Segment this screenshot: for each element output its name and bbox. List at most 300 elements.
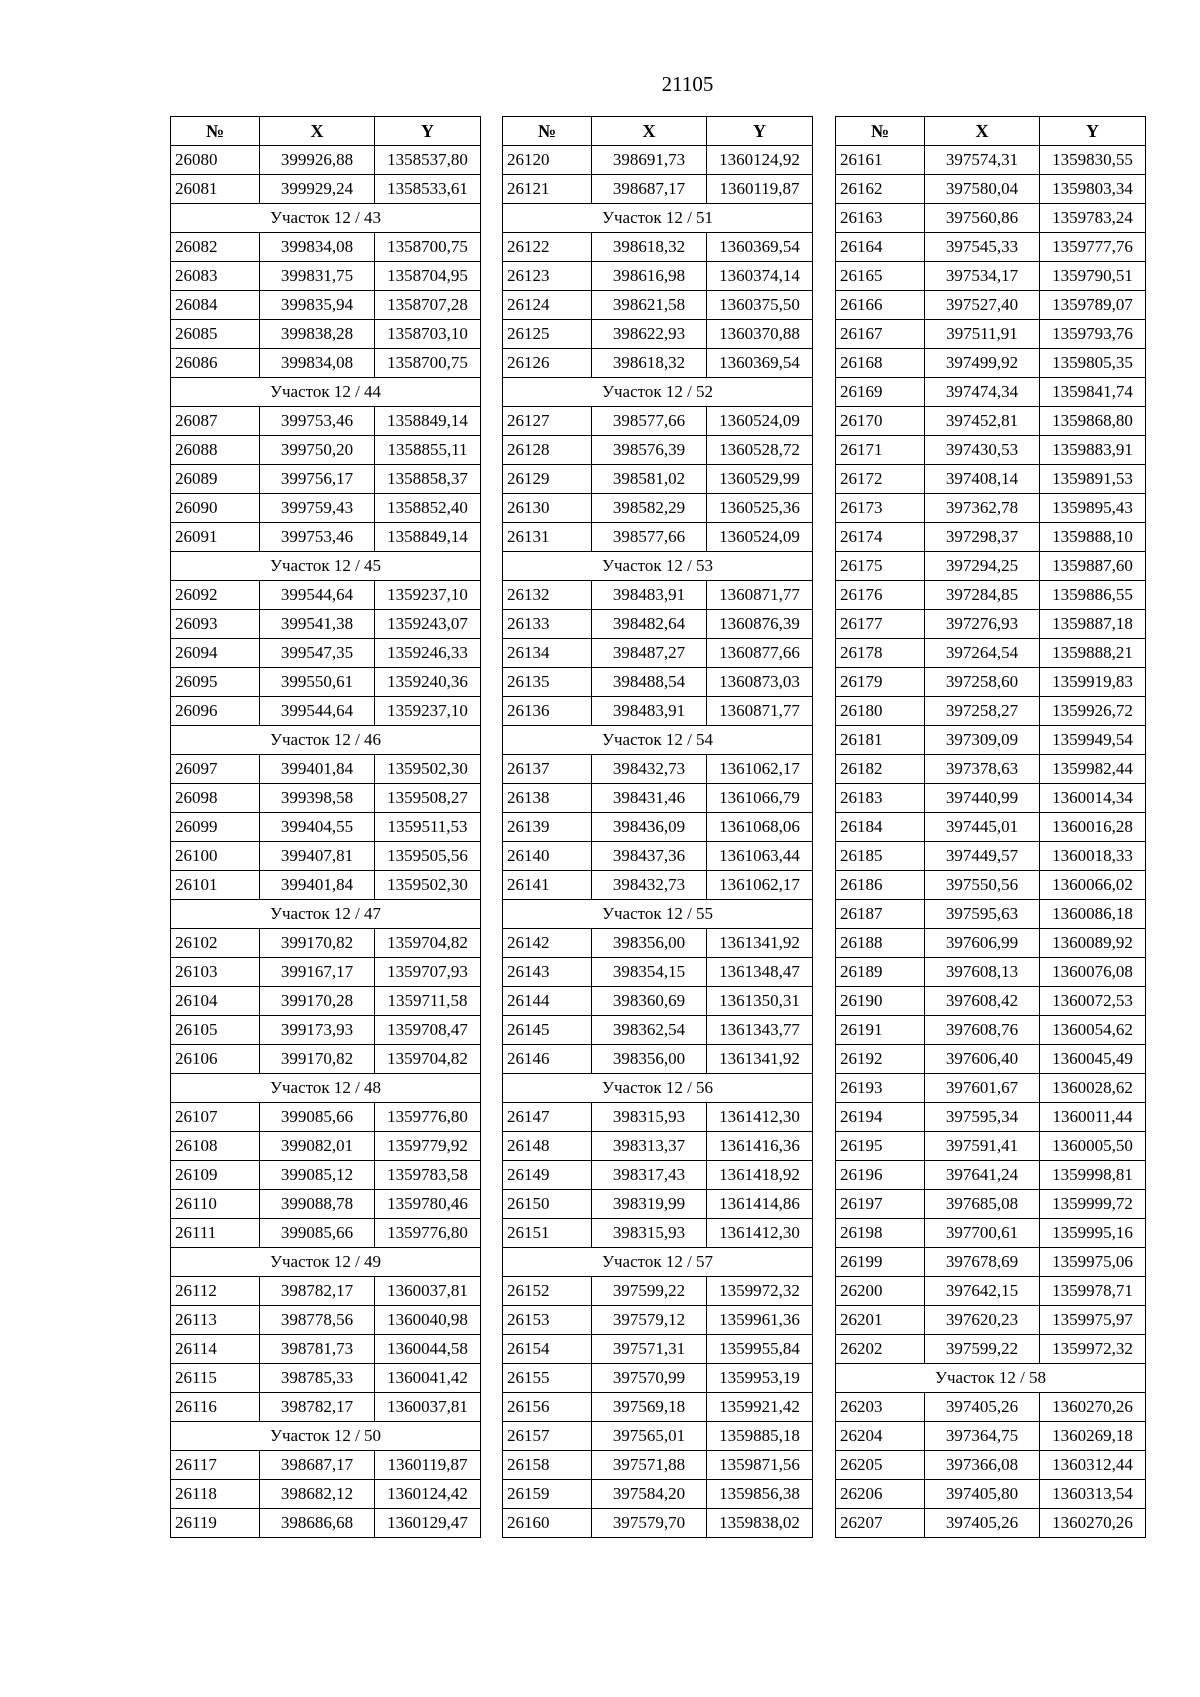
x-coordinate-cell: 399834,08	[260, 349, 375, 378]
point-number-cell: 26100	[171, 842, 260, 871]
x-coordinate-cell: 397579,70	[592, 1509, 707, 1538]
x-coordinate-cell: 397449,57	[925, 842, 1040, 871]
x-coordinate-cell: 397606,99	[925, 929, 1040, 958]
table-row	[836, 958, 1146, 987]
point-number-cell: 26138	[503, 784, 592, 813]
point-number-cell: 26165	[836, 262, 925, 291]
point-number-cell: 26080	[171, 146, 260, 175]
point-number-cell: 26184	[836, 813, 925, 842]
y-coordinate-cell: 1358855,11	[375, 436, 481, 465]
table-row	[503, 1364, 813, 1393]
section-heading-row	[503, 1074, 813, 1103]
point-number-cell: 26163	[836, 204, 925, 233]
x-coordinate-cell: 399167,17	[260, 958, 375, 987]
table-row	[171, 784, 481, 813]
point-number-cell: 26094	[171, 639, 260, 668]
y-coordinate-cell: 1360124,92	[707, 146, 813, 175]
x-coordinate-cell: 397534,17	[925, 262, 1040, 291]
y-coordinate-cell: 1360037,81	[375, 1277, 481, 1306]
table-row	[503, 1509, 813, 1538]
table-row	[503, 1451, 813, 1480]
x-coordinate-cell: 399541,38	[260, 610, 375, 639]
point-number-cell: 26185	[836, 842, 925, 871]
point-number-cell: 26088	[171, 436, 260, 465]
y-coordinate-cell: 1359885,18	[707, 1422, 813, 1451]
table-row	[836, 813, 1146, 842]
y-coordinate-cell: 1360873,03	[707, 668, 813, 697]
point-number-cell: 26110	[171, 1190, 260, 1219]
table-row	[503, 871, 813, 900]
y-coordinate-cell: 1359955,84	[707, 1335, 813, 1364]
table-row	[503, 1132, 813, 1161]
y-coordinate-cell: 1361343,77	[707, 1016, 813, 1045]
y-coordinate-cell: 1360041,42	[375, 1364, 481, 1393]
y-coordinate-cell: 1359888,10	[1040, 523, 1146, 552]
table-row	[836, 1509, 1146, 1538]
x-coordinate-cell: 397264,54	[925, 639, 1040, 668]
table-row	[836, 378, 1146, 407]
table-row	[171, 1132, 481, 1161]
header-y: Y	[707, 117, 813, 146]
table-row	[503, 1306, 813, 1335]
point-number-cell: 26102	[171, 929, 260, 958]
y-coordinate-cell: 1359838,02	[707, 1509, 813, 1538]
point-number-cell: 26095	[171, 668, 260, 697]
y-coordinate-cell: 1359895,43	[1040, 494, 1146, 523]
point-number-cell: 26147	[503, 1103, 592, 1132]
point-number-cell: 26123	[503, 262, 592, 291]
point-number-cell: 26135	[503, 668, 592, 697]
table-row	[171, 639, 481, 668]
point-number-cell: 26125	[503, 320, 592, 349]
table-row	[503, 349, 813, 378]
point-number-cell: 26116	[171, 1393, 260, 1422]
point-number-cell: 26126	[503, 349, 592, 378]
table-row	[836, 784, 1146, 813]
y-coordinate-cell: 1359783,58	[375, 1161, 481, 1190]
y-coordinate-cell: 1359856,38	[707, 1480, 813, 1509]
table-row	[836, 465, 1146, 494]
point-number-cell: 26181	[836, 726, 925, 755]
table-row	[836, 146, 1146, 175]
point-number-cell: 26207	[836, 1509, 925, 1538]
header-y: Y	[375, 117, 481, 146]
x-coordinate-cell: 397405,26	[925, 1509, 1040, 1538]
point-number-cell: 26145	[503, 1016, 592, 1045]
y-coordinate-cell: 1359995,16	[1040, 1219, 1146, 1248]
section-heading: Участок 12 / 51	[503, 204, 813, 233]
x-coordinate-cell: 398618,32	[592, 349, 707, 378]
y-coordinate-cell: 1361418,92	[707, 1161, 813, 1190]
table-row	[836, 929, 1146, 958]
point-number-cell: 26160	[503, 1509, 592, 1538]
x-coordinate-cell: 398437,36	[592, 842, 707, 871]
x-coordinate-cell: 397445,01	[925, 813, 1040, 842]
point-number-cell: 26143	[503, 958, 592, 987]
point-number-cell: 26206	[836, 1480, 925, 1509]
header-x: X	[592, 117, 707, 146]
y-coordinate-cell: 1358537,80	[375, 146, 481, 175]
y-coordinate-cell: 1360528,72	[707, 436, 813, 465]
point-number-cell: 26098	[171, 784, 260, 813]
point-number-cell: 26195	[836, 1132, 925, 1161]
x-coordinate-cell: 399838,28	[260, 320, 375, 349]
x-coordinate-cell: 397584,20	[592, 1480, 707, 1509]
table-row	[171, 1509, 481, 1538]
y-coordinate-cell: 1359972,32	[707, 1277, 813, 1306]
y-coordinate-cell: 1360011,44	[1040, 1103, 1146, 1132]
point-number-cell: 26168	[836, 349, 925, 378]
point-number-cell: 26081	[171, 175, 260, 204]
table-row	[836, 407, 1146, 436]
point-number-cell: 26157	[503, 1422, 592, 1451]
x-coordinate-cell: 397452,81	[925, 407, 1040, 436]
section-heading: Участок 12 / 49	[171, 1248, 481, 1277]
x-coordinate-cell: 397550,56	[925, 871, 1040, 900]
point-number-cell: 26176	[836, 581, 925, 610]
point-number-cell: 26190	[836, 987, 925, 1016]
table-row	[503, 146, 813, 175]
point-number-cell: 26139	[503, 813, 592, 842]
table-row	[503, 436, 813, 465]
table-row	[836, 1045, 1146, 1074]
table-row	[836, 1393, 1146, 1422]
x-coordinate-cell: 398687,17	[592, 175, 707, 204]
x-coordinate-cell: 398432,73	[592, 871, 707, 900]
x-coordinate-cell: 399550,61	[260, 668, 375, 697]
y-coordinate-cell: 1358849,14	[375, 407, 481, 436]
y-coordinate-cell: 1359502,30	[375, 755, 481, 784]
table-row	[836, 755, 1146, 784]
point-number-cell: 26159	[503, 1480, 592, 1509]
y-coordinate-cell: 1359708,47	[375, 1016, 481, 1045]
section-heading: Участок 12 / 50	[171, 1422, 481, 1451]
x-coordinate-cell: 398687,17	[260, 1451, 375, 1480]
y-coordinate-cell: 1360054,62	[1040, 1016, 1146, 1045]
point-number-cell: 26128	[503, 436, 592, 465]
x-coordinate-cell: 399835,94	[260, 291, 375, 320]
table-row	[171, 697, 481, 726]
x-coordinate-cell: 398487,27	[592, 639, 707, 668]
table-row	[503, 610, 813, 639]
table-row	[836, 552, 1146, 581]
table-row	[171, 1335, 481, 1364]
point-number-cell: 26155	[503, 1364, 592, 1393]
x-coordinate-cell: 399926,88	[260, 146, 375, 175]
table-row	[836, 697, 1146, 726]
point-number-cell: 26156	[503, 1393, 592, 1422]
table-row	[836, 1074, 1146, 1103]
section-heading: Участок 12 / 57	[503, 1248, 813, 1277]
y-coordinate-cell: 1359793,76	[1040, 320, 1146, 349]
x-coordinate-cell: 397599,22	[592, 1277, 707, 1306]
y-coordinate-cell: 1359926,72	[1040, 697, 1146, 726]
point-number-cell: 26151	[503, 1219, 592, 1248]
x-coordinate-cell: 397511,91	[925, 320, 1040, 349]
table-row	[836, 639, 1146, 668]
y-coordinate-cell: 1360076,08	[1040, 958, 1146, 987]
point-number-cell: 26105	[171, 1016, 260, 1045]
point-number-cell: 26194	[836, 1103, 925, 1132]
y-coordinate-cell: 1358704,95	[375, 262, 481, 291]
y-coordinate-cell: 1359237,10	[375, 581, 481, 610]
y-coordinate-cell: 1359975,06	[1040, 1248, 1146, 1277]
point-number-cell: 26200	[836, 1277, 925, 1306]
header-no: №	[171, 117, 260, 146]
point-number-cell: 26118	[171, 1480, 260, 1509]
point-number-cell: 26114	[171, 1335, 260, 1364]
table-row	[503, 175, 813, 204]
point-number-cell: 26202	[836, 1335, 925, 1364]
table-row	[503, 262, 813, 291]
table-row	[171, 1190, 481, 1219]
table-row	[503, 494, 813, 523]
point-number-cell: 26119	[171, 1509, 260, 1538]
table-row	[836, 523, 1146, 552]
x-coordinate-cell: 398483,91	[592, 581, 707, 610]
x-coordinate-cell: 397595,34	[925, 1103, 1040, 1132]
y-coordinate-cell: 1359776,80	[375, 1103, 481, 1132]
point-number-cell: 26164	[836, 233, 925, 262]
table-header-row	[171, 117, 481, 146]
table-row	[171, 610, 481, 639]
point-number-cell: 26148	[503, 1132, 592, 1161]
x-coordinate-cell: 399401,84	[260, 755, 375, 784]
section-heading: Участок 12 / 55	[503, 900, 813, 929]
point-number-cell: 26140	[503, 842, 592, 871]
table-row	[503, 1103, 813, 1132]
point-number-cell: 26183	[836, 784, 925, 813]
point-number-cell: 26122	[503, 233, 592, 262]
table-row	[503, 1480, 813, 1509]
section-heading: Участок 12 / 43	[171, 204, 481, 233]
x-coordinate-cell: 399085,12	[260, 1161, 375, 1190]
y-coordinate-cell: 1359511,53	[375, 813, 481, 842]
x-coordinate-cell: 398313,37	[592, 1132, 707, 1161]
section-heading-row	[171, 204, 481, 233]
point-number-cell: 26108	[171, 1132, 260, 1161]
point-number-cell: 26186	[836, 871, 925, 900]
y-coordinate-cell: 1360044,58	[375, 1335, 481, 1364]
table-row	[503, 639, 813, 668]
x-coordinate-cell: 397474,34	[925, 378, 1040, 407]
y-coordinate-cell: 1360124,42	[375, 1480, 481, 1509]
y-coordinate-cell: 1361416,36	[707, 1132, 813, 1161]
point-number-cell: 26173	[836, 494, 925, 523]
table-row	[503, 1190, 813, 1219]
y-coordinate-cell: 1360129,47	[375, 1509, 481, 1538]
x-coordinate-cell: 398360,69	[592, 987, 707, 1016]
table-row	[171, 813, 481, 842]
y-coordinate-cell: 1360529,99	[707, 465, 813, 494]
x-coordinate-cell: 399398,58	[260, 784, 375, 813]
x-coordinate-cell: 399407,81	[260, 842, 375, 871]
y-coordinate-cell: 1359243,07	[375, 610, 481, 639]
point-number-cell: 26111	[171, 1219, 260, 1248]
table-row	[503, 320, 813, 349]
table-row	[171, 755, 481, 784]
point-number-cell: 26201	[836, 1306, 925, 1335]
x-coordinate-cell: 398436,09	[592, 813, 707, 842]
x-coordinate-cell: 397599,22	[925, 1335, 1040, 1364]
point-number-cell: 26205	[836, 1451, 925, 1480]
table-row	[171, 320, 481, 349]
x-coordinate-cell: 397560,86	[925, 204, 1040, 233]
point-number-cell: 26132	[503, 581, 592, 610]
table-row	[171, 1103, 481, 1132]
y-coordinate-cell: 1359237,10	[375, 697, 481, 726]
table-row	[836, 1277, 1146, 1306]
point-number-cell: 26161	[836, 146, 925, 175]
x-coordinate-cell: 399547,35	[260, 639, 375, 668]
section-heading: Участок 12 / 58	[836, 1364, 1146, 1393]
table-header-row	[503, 117, 813, 146]
table-row	[836, 842, 1146, 871]
x-coordinate-cell: 397408,14	[925, 465, 1040, 494]
y-coordinate-cell: 1359805,35	[1040, 349, 1146, 378]
section-heading-row	[171, 1074, 481, 1103]
table-row	[171, 436, 481, 465]
y-coordinate-cell: 1359505,56	[375, 842, 481, 871]
table-row	[836, 1016, 1146, 1045]
table-row	[836, 1422, 1146, 1451]
y-coordinate-cell: 1360270,26	[1040, 1393, 1146, 1422]
section-heading: Участок 12 / 53	[503, 552, 813, 581]
point-number-cell: 26192	[836, 1045, 925, 1074]
table-row	[836, 900, 1146, 929]
x-coordinate-cell: 397527,40	[925, 291, 1040, 320]
x-coordinate-cell: 399929,24	[260, 175, 375, 204]
table-row	[836, 668, 1146, 697]
x-coordinate-cell: 397405,26	[925, 1393, 1040, 1422]
x-coordinate-cell: 399544,64	[260, 581, 375, 610]
table-row	[836, 1248, 1146, 1277]
table-row	[171, 349, 481, 378]
point-number-cell: 26124	[503, 291, 592, 320]
table-row	[503, 407, 813, 436]
point-number-cell: 26084	[171, 291, 260, 320]
y-coordinate-cell: 1359711,58	[375, 987, 481, 1016]
point-number-cell: 26101	[171, 871, 260, 900]
table-row	[503, 523, 813, 552]
y-coordinate-cell: 1360045,49	[1040, 1045, 1146, 1074]
y-coordinate-cell: 1360040,98	[375, 1306, 481, 1335]
section-heading-row	[503, 552, 813, 581]
table-row	[836, 1306, 1146, 1335]
table-row	[171, 1393, 481, 1422]
y-coordinate-cell: 1359502,30	[375, 871, 481, 900]
y-coordinate-cell: 1360014,34	[1040, 784, 1146, 813]
x-coordinate-cell: 397678,69	[925, 1248, 1040, 1277]
y-coordinate-cell: 1360119,87	[707, 175, 813, 204]
y-coordinate-cell: 1359978,71	[1040, 1277, 1146, 1306]
section-heading-row	[503, 378, 813, 407]
table-row	[503, 291, 813, 320]
table-row	[836, 1132, 1146, 1161]
table-row	[171, 668, 481, 697]
y-coordinate-cell: 1359803,34	[1040, 175, 1146, 204]
x-coordinate-cell: 398317,43	[592, 1161, 707, 1190]
table-row	[836, 291, 1146, 320]
y-coordinate-cell: 1361066,79	[707, 784, 813, 813]
table-row	[171, 1219, 481, 1248]
y-coordinate-cell: 1359783,24	[1040, 204, 1146, 233]
table-row	[503, 1393, 813, 1422]
x-coordinate-cell: 399170,28	[260, 987, 375, 1016]
x-coordinate-cell: 397569,18	[592, 1393, 707, 1422]
y-coordinate-cell: 1359998,81	[1040, 1161, 1146, 1190]
y-coordinate-cell: 1359921,42	[707, 1393, 813, 1422]
table-row	[836, 262, 1146, 291]
point-number-cell: 26144	[503, 987, 592, 1016]
point-number-cell: 26178	[836, 639, 925, 668]
point-number-cell: 26189	[836, 958, 925, 987]
point-number-cell: 26170	[836, 407, 925, 436]
point-number-cell: 26154	[503, 1335, 592, 1364]
section-heading-row	[171, 726, 481, 755]
point-number-cell: 26188	[836, 929, 925, 958]
x-coordinate-cell: 397545,33	[925, 233, 1040, 262]
table-row	[503, 929, 813, 958]
y-coordinate-cell: 1358700,75	[375, 349, 481, 378]
x-coordinate-cell: 399759,43	[260, 494, 375, 523]
table-row	[836, 175, 1146, 204]
x-coordinate-cell: 398356,00	[592, 929, 707, 958]
table-row	[171, 1364, 481, 1393]
point-number-cell: 26086	[171, 349, 260, 378]
y-coordinate-cell: 1360119,87	[375, 1451, 481, 1480]
point-number-cell: 26112	[171, 1277, 260, 1306]
y-coordinate-cell: 1359704,82	[375, 929, 481, 958]
y-coordinate-cell: 1361063,44	[707, 842, 813, 871]
section-heading: Участок 12 / 44	[171, 378, 481, 407]
y-coordinate-cell: 1359888,21	[1040, 639, 1146, 668]
y-coordinate-cell: 1361412,30	[707, 1103, 813, 1132]
y-coordinate-cell: 1360028,62	[1040, 1074, 1146, 1103]
table-row	[171, 929, 481, 958]
y-coordinate-cell: 1359830,55	[1040, 146, 1146, 175]
point-number-cell: 26113	[171, 1306, 260, 1335]
point-number-cell: 26158	[503, 1451, 592, 1480]
y-coordinate-cell: 1359777,76	[1040, 233, 1146, 262]
point-number-cell: 26103	[171, 958, 260, 987]
x-coordinate-cell: 398618,32	[592, 233, 707, 262]
x-coordinate-cell: 398577,66	[592, 407, 707, 436]
point-number-cell: 26187	[836, 900, 925, 929]
x-coordinate-cell: 397579,12	[592, 1306, 707, 1335]
section-heading: Участок 12 / 46	[171, 726, 481, 755]
x-coordinate-cell: 399404,55	[260, 813, 375, 842]
y-coordinate-cell: 1360369,54	[707, 349, 813, 378]
y-coordinate-cell: 1358707,28	[375, 291, 481, 320]
x-coordinate-cell: 398782,17	[260, 1393, 375, 1422]
point-number-cell: 26142	[503, 929, 592, 958]
y-coordinate-cell: 1359790,51	[1040, 262, 1146, 291]
y-coordinate-cell: 1360876,39	[707, 610, 813, 639]
point-number-cell: 26106	[171, 1045, 260, 1074]
x-coordinate-cell: 397366,08	[925, 1451, 1040, 1480]
point-number-cell: 26162	[836, 175, 925, 204]
header-no: №	[836, 117, 925, 146]
x-coordinate-cell: 399753,46	[260, 407, 375, 436]
point-number-cell: 26175	[836, 552, 925, 581]
table-row	[836, 1335, 1146, 1364]
x-coordinate-cell: 399756,17	[260, 465, 375, 494]
point-number-cell: 26099	[171, 813, 260, 842]
x-coordinate-cell: 397440,99	[925, 784, 1040, 813]
point-number-cell: 26091	[171, 523, 260, 552]
point-number-cell: 26166	[836, 291, 925, 320]
